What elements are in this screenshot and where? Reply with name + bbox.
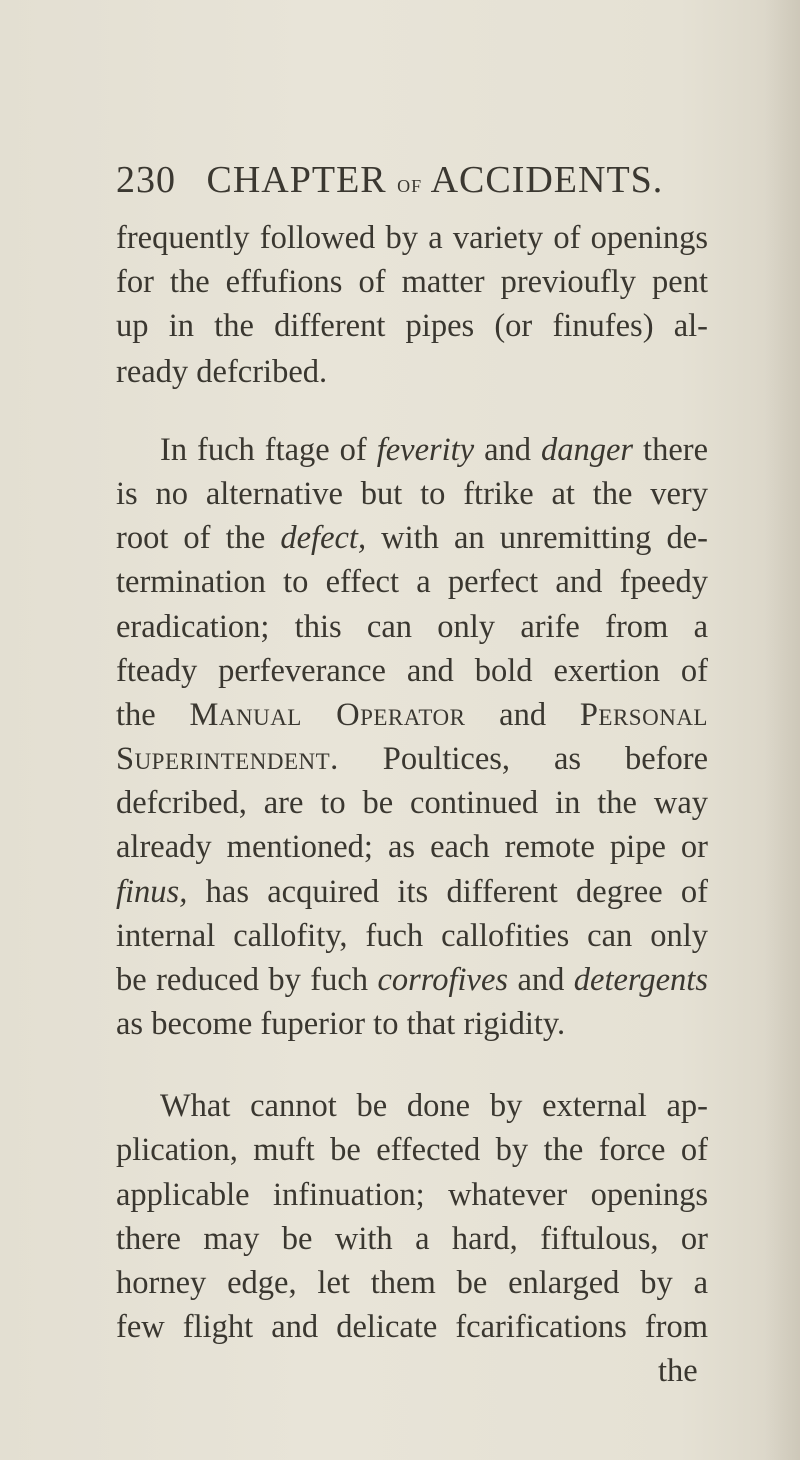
text-line [160,430,708,470]
text-run: be reduced by fuch [116,962,378,998]
text-run: has acquired its different degree of [187,874,708,910]
text-line: few flight and delicate fcarifications from [116,1309,708,1345]
text-run: root of the [116,520,281,556]
small-caps-text: Superintendent. [116,741,339,777]
text-line [116,518,708,558]
text-line: eradication; this can only arife from a [116,609,708,645]
text-run: and [508,962,574,998]
text-line: as become fuperior to that rigidity. [116,1006,566,1042]
text-run: there [633,432,708,468]
text-line: defcribed, are to be continued in the way [116,785,708,821]
text-run: the [116,697,190,733]
catchword: the [658,1353,698,1389]
running-header [116,158,663,202]
text-line: termination to effect a perfect and fpeedy [116,564,708,600]
italic-text: feverity [376,432,475,468]
small-caps-text: Manual Operator [189,697,466,733]
italic-text: defect, [280,520,367,556]
text-line: plication, muft be effected by the force of [116,1132,708,1168]
text-line: What cannot be done by external ap- [160,1088,708,1124]
italic-text: danger [541,432,634,468]
text-line: frequently followed by a variety of openings [116,220,708,256]
text-line: already mentioned; as each remote pipe or [116,829,708,865]
text-run: and [474,432,541,468]
text-line [116,960,708,1000]
italic-text: corrofives [377,962,509,998]
italic-text: detergents [573,962,708,998]
text-run: Poultices, as before [338,741,708,777]
header-title-of: of [397,169,423,198]
header-title-chapter: CHAPTER [206,159,387,201]
text-line [116,739,708,779]
italic-text: finus, [116,874,188,910]
header-title-accidents: ACCIDENTS. [430,159,664,201]
text-line: horney edge, let them be enlarged by a [116,1265,708,1301]
page-number: 230 [116,159,176,201]
text-run: and [465,697,580,733]
small-caps-text: Personal [579,697,708,733]
text-line: internal callofity, fuch callofities can only [116,918,708,954]
text-line: fteady perfeverance and bold exertion of [116,653,708,689]
text-line: applicable infinuation; whatever openings [116,1177,708,1213]
text-line: is no alternative but to ftrike at the very [116,476,708,512]
text-line: up in the different pipes (or finufes) al- [116,308,708,344]
text-line: for the effufions of matter previoufly pent [116,264,708,300]
text-line [116,872,708,912]
page-edge-shadow [764,0,800,1460]
text-line [116,695,708,735]
text-run: In fuch ftage of [160,432,377,468]
text-line: ready defcribed. [116,354,328,390]
text-run: with an unremitting de- [366,520,708,556]
text-line: there may be with a hard, fiftulous, or [116,1221,708,1257]
